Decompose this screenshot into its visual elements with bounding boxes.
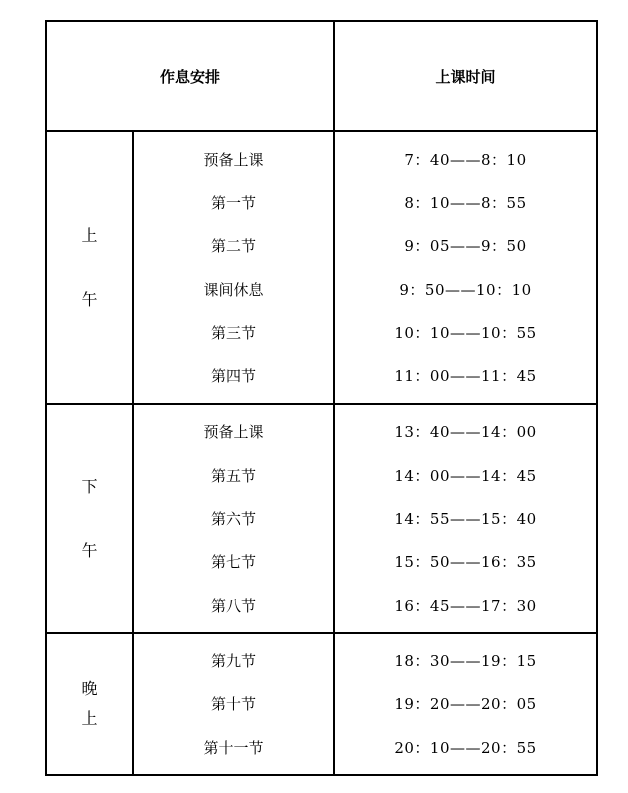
- period-afternoon-char-2: 午: [81, 540, 98, 560]
- time-range: 10：10——10：55: [394, 323, 537, 342]
- header-time: 上课时间: [334, 21, 597, 131]
- activity-label: 第八节: [211, 596, 257, 615]
- morning-times: [334, 131, 597, 404]
- evening-times: [334, 633, 597, 775]
- period-afternoon: [46, 404, 133, 633]
- period-morning-char-2: 午: [81, 289, 98, 309]
- period-morning: [46, 131, 133, 404]
- activity-label: 第一节: [211, 194, 257, 213]
- time-range: 7：40——8：10: [404, 150, 527, 169]
- afternoon-section: [46, 404, 597, 633]
- time-range: 14：55——15：40: [394, 509, 537, 528]
- period-afternoon-char-1: 下: [81, 476, 98, 496]
- activity-label: 第二节: [211, 237, 257, 256]
- activity-label: 第七节: [211, 553, 257, 572]
- time-range: 8：10——8：55: [404, 194, 527, 213]
- time-range: 9：50——10：10: [399, 280, 532, 299]
- time-range: 18：30——19：15: [394, 652, 537, 671]
- period-evening: [46, 633, 133, 775]
- activity-label: 预备上课: [203, 423, 264, 442]
- time-range: 15：50——16：35: [394, 553, 537, 572]
- activity-label: 第六节: [211, 509, 257, 528]
- morning-section: [46, 131, 597, 404]
- header-activity: 作息安排: [46, 21, 334, 131]
- activity-label: 第十一节: [203, 738, 264, 757]
- activity-label: 第五节: [211, 466, 257, 485]
- time-range: 14：00——14：45: [394, 466, 537, 485]
- time-range: 16：45——17：30: [394, 596, 537, 615]
- time-range: 13：40——14：00: [394, 423, 537, 442]
- time-range: 19：20——20：05: [394, 695, 537, 714]
- activity-label: 第三节: [211, 323, 257, 342]
- period-evening-char-2: 上: [81, 709, 98, 728]
- time-range: 11：00——11：45: [394, 367, 537, 386]
- evening-section: [46, 633, 597, 775]
- afternoon-times: [334, 404, 597, 633]
- activity-label: 第四节: [211, 367, 257, 386]
- activity-label: 课间休息: [203, 280, 264, 299]
- period-morning-char-1: 上: [81, 225, 98, 245]
- activity-label: 第十节: [211, 695, 257, 714]
- activity-label: 第九节: [211, 652, 257, 671]
- time-range: 20：10——20：55: [394, 738, 537, 757]
- evening-activities: [133, 633, 334, 775]
- afternoon-activities: [133, 404, 334, 633]
- activity-label: 预备上课: [203, 150, 264, 169]
- schedule-table: [45, 20, 598, 776]
- time-range: 9：05——9：50: [404, 237, 527, 256]
- header-row: [46, 21, 597, 131]
- morning-activities: [133, 131, 334, 404]
- period-evening-char-1: 晚: [81, 679, 98, 698]
